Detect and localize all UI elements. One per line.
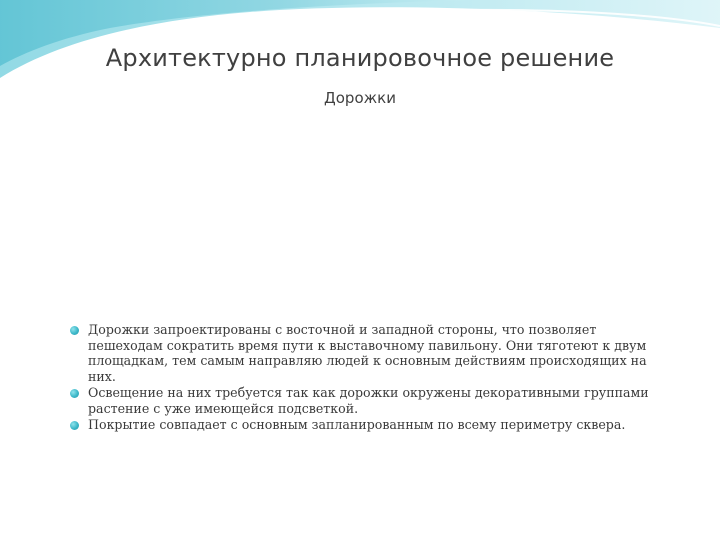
bullet-text: Дорожки запроектированы с восточной и западной стороны, что позволяет пешеходам сократить время пути к выставочному павильону. Они тяготеют к двум площадкам, тем самым направляю людей к основным действиям происходящих на них. xyxy=(88,322,647,384)
bullet-item xyxy=(70,385,670,416)
bullet-item xyxy=(70,417,670,433)
bullet-text: Освещение на них требуется так как дорожки окружены декоративными группами растение с уже имеющейся подсветкой. xyxy=(88,385,649,416)
bullet-icon xyxy=(70,421,79,430)
bullet-icon xyxy=(70,326,79,335)
bullet-text: Покрытие совпадает с основным запланированным по всему периметру сквера. xyxy=(88,417,626,432)
bullet-item xyxy=(70,322,670,384)
bullet-list xyxy=(70,322,670,434)
slide-subtitle: Дорожки xyxy=(324,89,396,107)
slide-title: Архитектурно планировочное решение xyxy=(105,44,615,72)
bullet-icon xyxy=(70,389,79,398)
